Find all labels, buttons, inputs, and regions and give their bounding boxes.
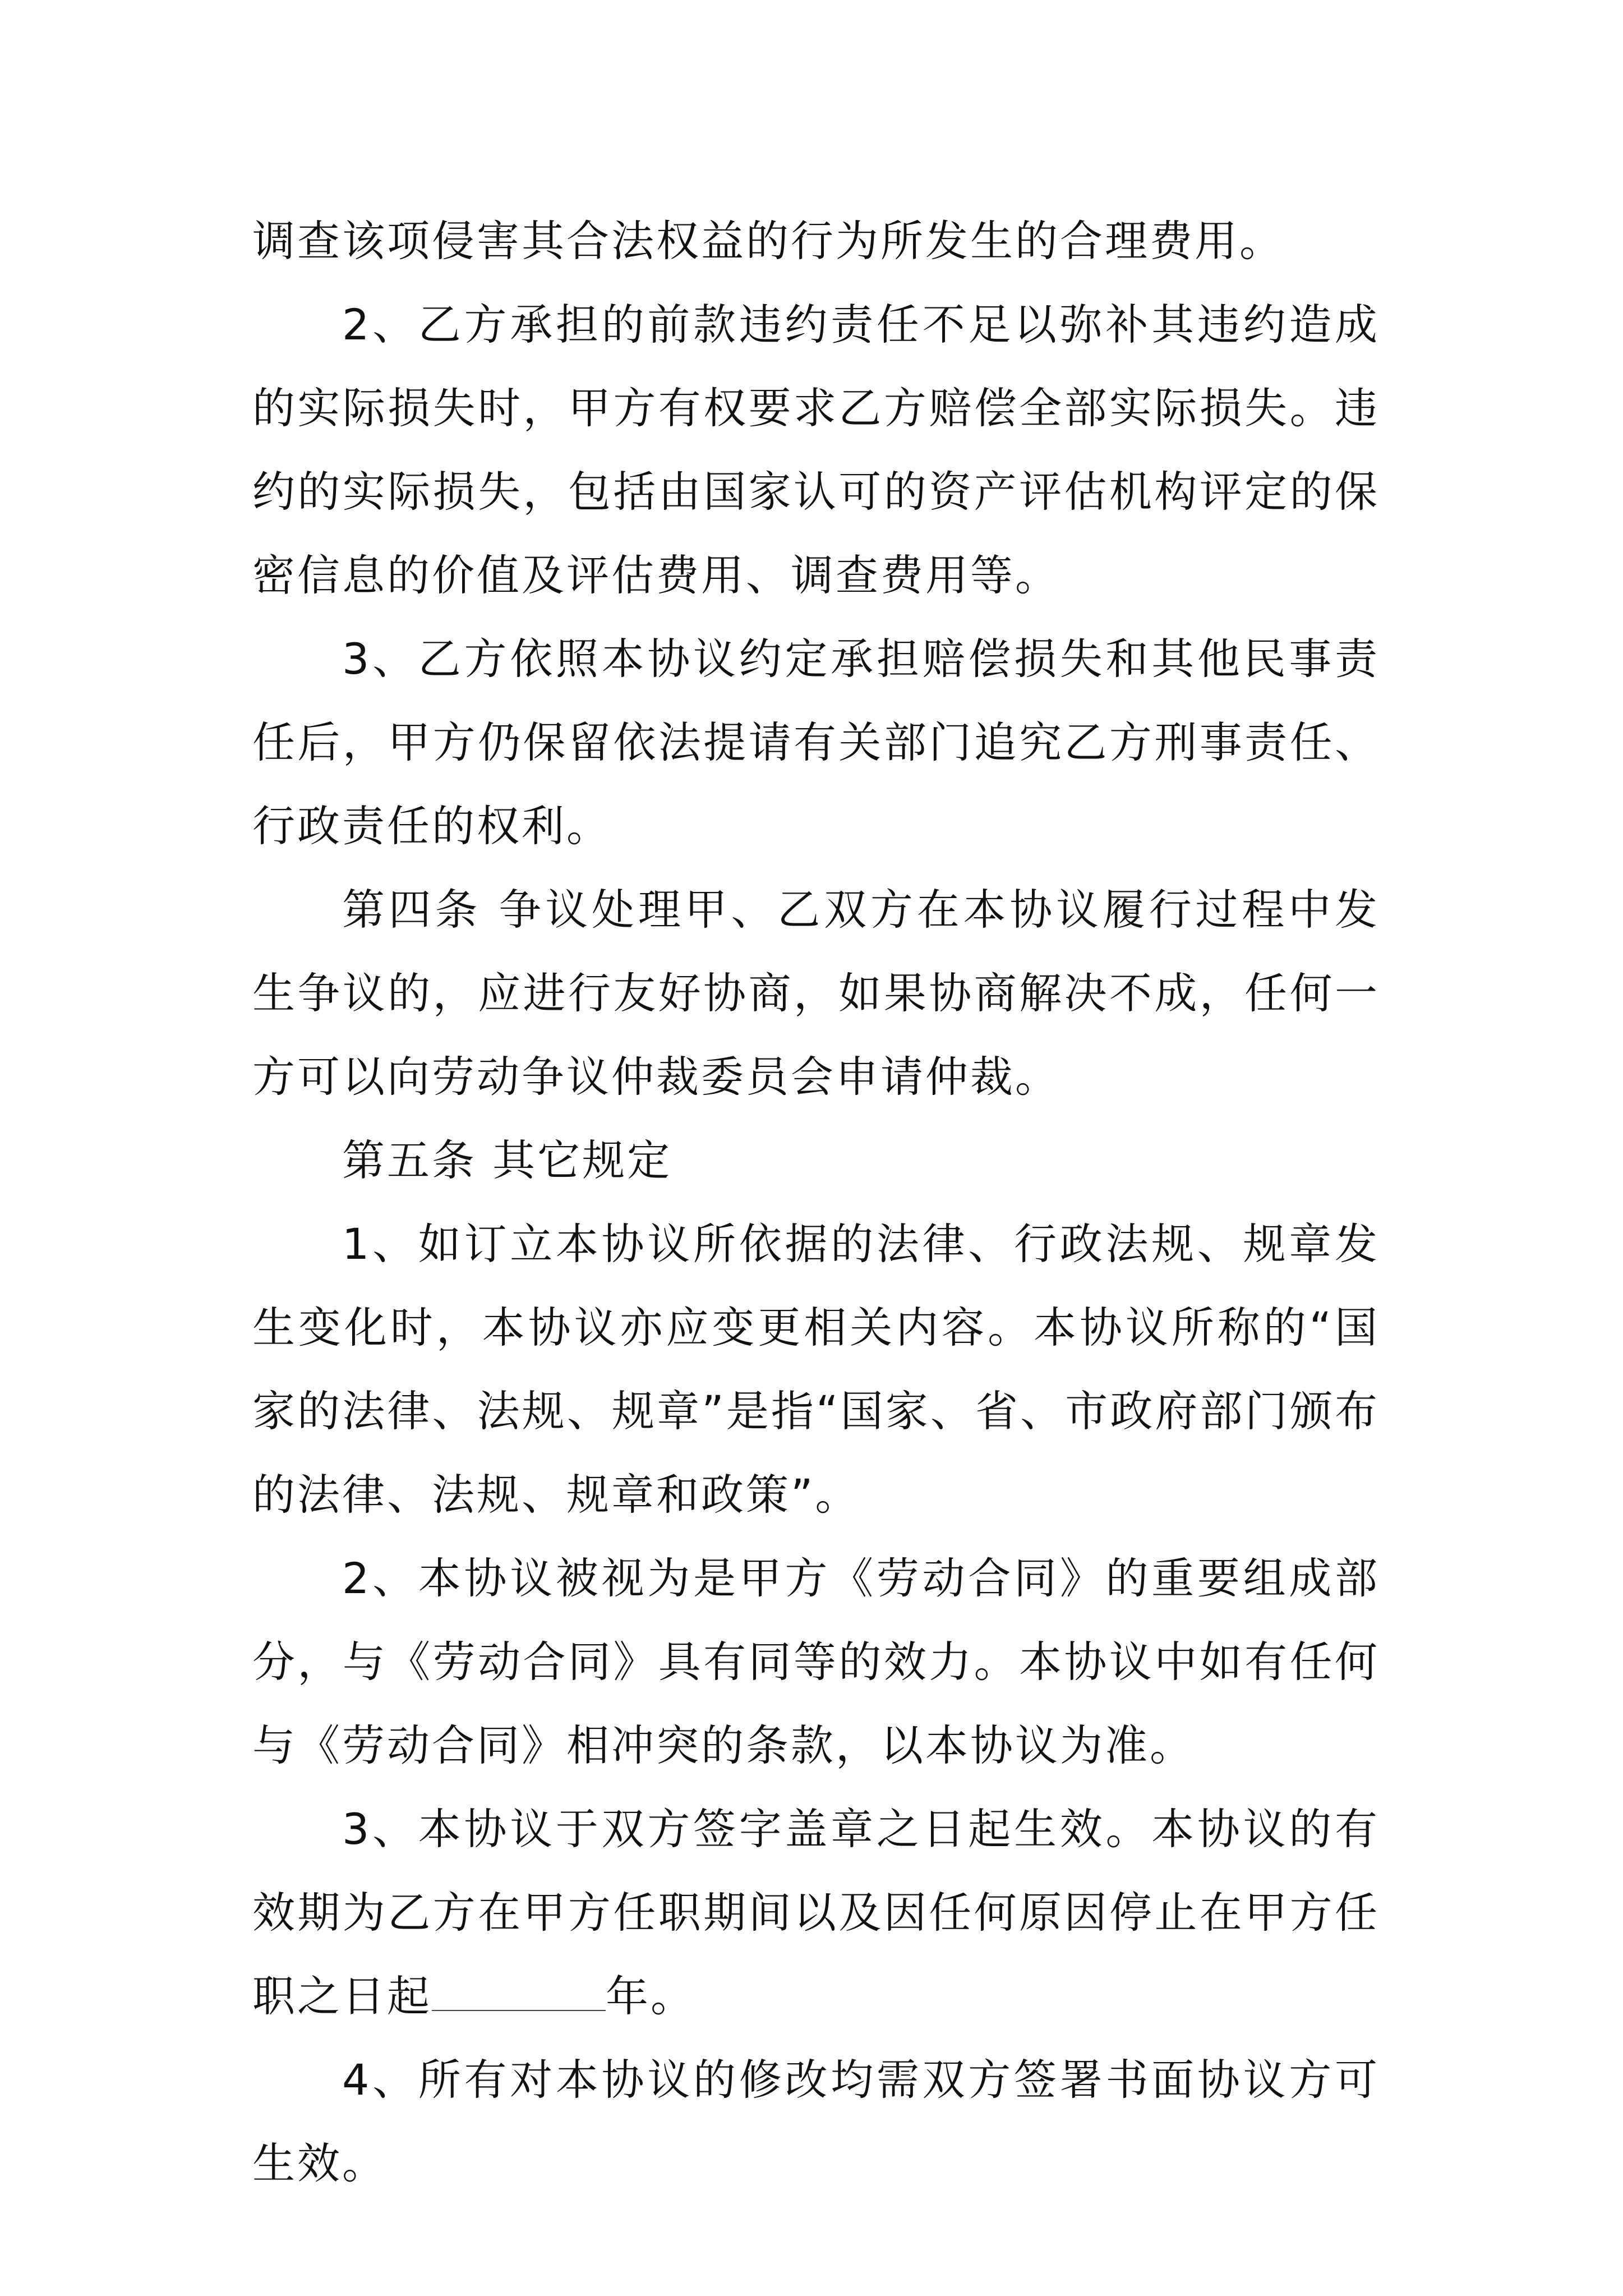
- paragraph-article-5-item-1: 1、如订立本协议所依据的法律、行政法规、规章发生变化时，本协议亦应变更相关内容。本协议所称的“国家的法律、法规、规章”是指“国家、省、市政府部门颁布的法律、法规、规章和政策”。: [252, 1219, 1380, 1520]
- effective-period-unit: 年。: [606, 1971, 695, 2021]
- document-body: [252, 199, 1380, 2205]
- effective-period-text: 3、本协议于双方签字盖章之日起生效。本协议的有效期为乙方在甲方任职期间以及因任何原因停止在甲方任职之日起: [252, 1804, 1380, 2021]
- paragraph-article-4-dispute: 第四条 争议处理甲、乙双方在本协议履行过程中发生争议的，应进行友好协商，如果协商解决不成，任何一方可以向劳动争议仲裁委员会申请仲裁。: [252, 885, 1380, 1102]
- paragraph-clause-2-actual-loss: 2、乙方承担的前款违约责任不足以弥补其违约造成的实际损失时，甲方有权要求乙方赔偿全部实际损失。违约的实际损失，包括由国家认可的资产评估机构评定的保密信息的价值及评估费用、调查费用等。: [252, 300, 1380, 600]
- paragraph-article-5-heading: 第五条 其它规定: [342, 1135, 672, 1185]
- years-blank-field: [432, 1971, 606, 2011]
- paragraph-article-5-item-3: [252, 1787, 1380, 2038]
- paragraph-clause-3-other-liability: 3、乙方依照本协议约定承担赔偿损失和其他民事责任后，甲方仍保留依法提请有关部门追究乙方刑事责任、行政责任的权利。: [252, 634, 1380, 851]
- paragraph-article-5-item-2: 2、本协议被视为是甲方《劳动合同》的重要组成部分，与《劳动合同》具有同等的效力。本协议中如有任何与《劳动合同》相冲突的条款，以本协议为准。: [252, 1553, 1380, 1770]
- paragraph-expense-continuation: 调查该项侵害其合法权益的行为所发生的合理费用。: [252, 216, 1284, 266]
- paragraph-article-5-item-4: 4、所有对本协议的修改均需双方签署书面协议方可生效。: [252, 2055, 1380, 2188]
